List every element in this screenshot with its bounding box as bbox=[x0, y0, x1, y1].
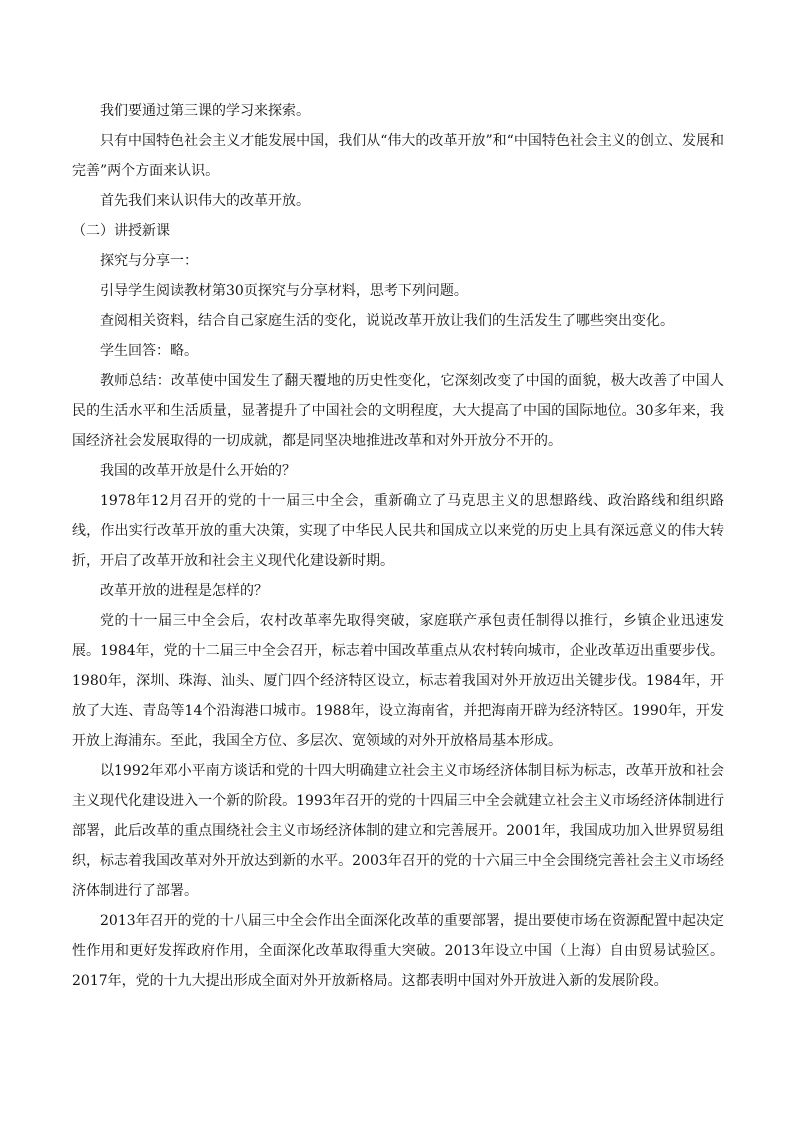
paragraph: 我国的改革开放是什么开始的？ bbox=[100, 463, 296, 479]
paragraph: 首先我们来认识伟大的改革开放。 bbox=[100, 193, 310, 209]
paragraph: 只有中国特色社会主义才能发展中国，我们从“伟大的改革开放”和“中国特色社会主义的创立、发展和完善”两个方面来认识。 bbox=[72, 133, 724, 179]
paragraph: 查阅相关资料，结合自己家庭生活的变化，说说改革开放让我们的生活发生了哪些突出变化。 bbox=[100, 313, 674, 329]
paragraph: 2013年召开的党的十八届三中全会作出全面深化改革的重要部署，提出要使市场在资源配置中起决定性作用和更好发挥政府作用，全面深化改革取得重大突破。2013年设立中国（上海）自由贸易试验区。2017年，党的十九大提出形成全面对外开放新格局。这都表明中国对外开放进入新的发展阶段。 bbox=[72, 913, 724, 989]
paragraph: 我们要通过第三课的学习来探索。 bbox=[100, 103, 310, 119]
paragraph: 以1992年邓小平南方谈话和党的十四大明确建立社会主义市场经济体制目标为标志，改革开放和社会主义现代化建设进入一个新的阶段。1993年召开的党的十四届三中全会就建立社会主义市场经济体制进行部署，此后改革的重点围绕社会主义市场经济体制的建立和完善展开。2001年，我国成功加入世界贸易组织，标志着我国改革对外开放达到新的水平。2003年召开的党的十六届三中全会围绕完善社会主义市场经济体制进行了部署。 bbox=[72, 763, 724, 899]
section-heading: （二）讲授新课 bbox=[72, 223, 170, 239]
paragraph: 探究与分享一： bbox=[100, 253, 198, 269]
paragraph: 引导学生阅读教材第30页探究与分享材料，思考下列问题。 bbox=[100, 283, 468, 299]
paragraph: 党的十一届三中全会后，农村改革率先取得突破，家庭联产承包责任制得以推行，乡镇企业迅速发展。1984年，党的十二届三中全会召开，标志着中国改革重点从农村转向城市，企业改革迈出重要步伐。1980年，深圳、珠海、汕头、厦门四个经济特区设立，标志着我国对外开放迈出关键步伐。1984年，开放了大连、青岛等14个沿海港口城市。1988年，设立海南省，并把海南开辟为经济特区。1990年，开发开放上海浦东。至此，我国全方位、多层次、宽领域的对外开放格局基本形成。 bbox=[72, 613, 724, 749]
paragraph: 学生回答：略。 bbox=[100, 343, 198, 359]
paragraph: 改革开放的进程是怎样的？ bbox=[100, 583, 268, 599]
document-body bbox=[72, 96, 724, 996]
paragraph: 教师总结：改革使中国发生了翻天覆地的历史性变化，它深刻改变了中国的面貌，极大改善了中国人民的生活水平和生活质量，显著提升了中国社会的文明程度，大大提高了中国的国际地位。30多年来，我国经济社会发展取得的一切成就，都是同坚决地推进改革和对外开放分不开的。 bbox=[72, 373, 724, 449]
paragraph: 1978年12月召开的党的十一届三中全会，重新确立了马克思主义的思想路线、政治路线和组织路线，作出实行改革开放的重大决策，实现了中华民人民共和国成立以来党的历史上具有深远意义的伟大转折，开启了改革开放和社会主义现代化建设新时期。 bbox=[72, 493, 724, 569]
